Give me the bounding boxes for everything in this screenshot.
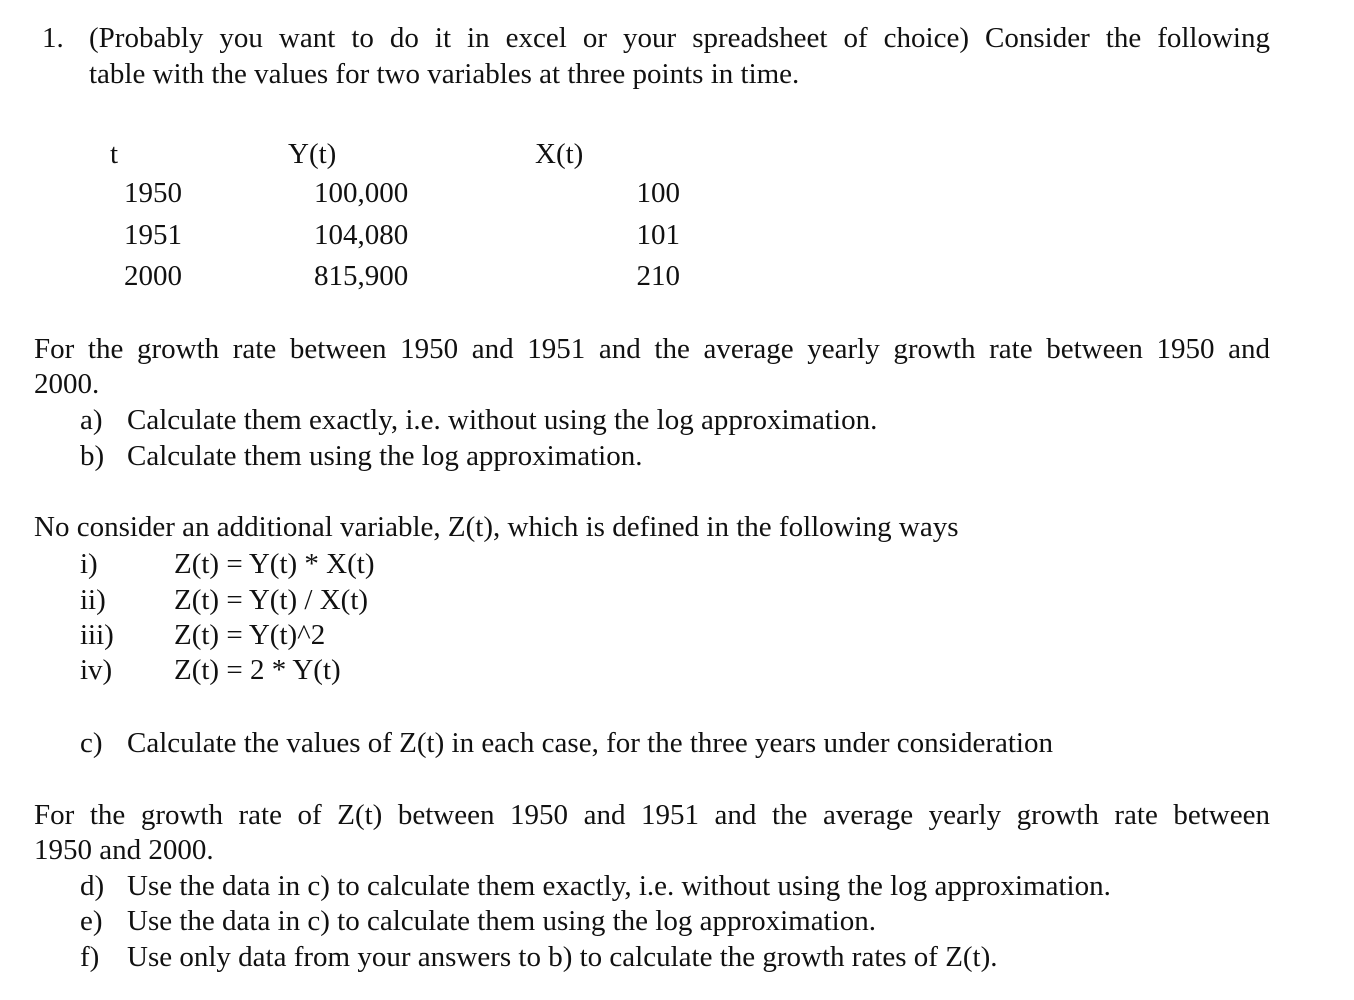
def-ii-marker: ii) bbox=[80, 584, 106, 616]
item-f-marker: f) bbox=[80, 941, 100, 973]
item-c-marker: c) bbox=[80, 727, 103, 759]
table-cell-t: 1950 bbox=[124, 177, 182, 209]
table-header-t: t bbox=[110, 138, 119, 170]
z-growth-intro-line1: For the growth rate of Z(t) between 1950 and 1951 and the average yearly growth rate between bbox=[34, 799, 1270, 831]
question-intro-line1: (Probably you want to do it in excel or your spreadsheet of choice) Consider the following bbox=[89, 22, 1270, 54]
growth-intro-line2: 2000. bbox=[34, 368, 100, 400]
item-a-text: Calculate them exactly, i.e. without using the log approximation. bbox=[127, 404, 878, 436]
table-header-x: X(t) bbox=[535, 138, 584, 170]
table-cell-x: 100 bbox=[636, 177, 680, 209]
def-iv-formula: Z(t) = 2 * Y(t) bbox=[174, 654, 341, 686]
item-d-text: Use the data in c) to calculate them exactly, i.e. without using the log approximation. bbox=[127, 870, 1111, 902]
table-header-y: Y(t) bbox=[288, 138, 337, 170]
def-ii-formula: Z(t) = Y(t) / X(t) bbox=[174, 584, 369, 616]
item-e-marker: e) bbox=[80, 905, 103, 937]
table-cell-t: 2000 bbox=[124, 260, 182, 292]
z-growth-intro-line2: 1950 and 2000. bbox=[34, 834, 214, 866]
def-iii-marker: iii) bbox=[80, 619, 114, 651]
z-intro: No consider an additional variable, Z(t), which is defined in the following ways bbox=[34, 511, 959, 543]
item-b-text: Calculate them using the log approximation. bbox=[127, 440, 643, 472]
table-cell-y: 815,900 bbox=[314, 260, 409, 292]
question-intro-line2: table with the values for two variables at three points in time. bbox=[89, 58, 800, 90]
item-b-marker: b) bbox=[80, 440, 105, 472]
def-i-marker: i) bbox=[80, 548, 98, 580]
table-cell-y: 104,080 bbox=[314, 219, 409, 251]
table-cell-y: 100,000 bbox=[314, 177, 409, 209]
item-f-text: Use only data from your answers to b) to calculate the growth rates of Z(t). bbox=[127, 941, 998, 973]
item-d-marker: d) bbox=[80, 870, 105, 902]
item-e-text: Use the data in c) to calculate them using the log approximation. bbox=[127, 905, 876, 937]
table-cell-x: 101 bbox=[636, 219, 680, 251]
def-iii-formula: Z(t) = Y(t)^2 bbox=[174, 619, 326, 651]
table-cell-x: 210 bbox=[636, 260, 680, 292]
item-c-text: Calculate the values of Z(t) in each case, for the three years under consideration bbox=[127, 727, 1053, 759]
def-i-formula: Z(t) = Y(t) * X(t) bbox=[174, 548, 375, 580]
def-iv-marker: iv) bbox=[80, 654, 113, 686]
growth-intro-line1: For the growth rate between 1950 and 1951 and the average yearly growth rate between 1950 and bbox=[34, 333, 1270, 365]
item-a-marker: a) bbox=[80, 404, 103, 436]
question-number: 1. bbox=[42, 22, 64, 54]
table-cell-t: 1951 bbox=[124, 219, 182, 251]
